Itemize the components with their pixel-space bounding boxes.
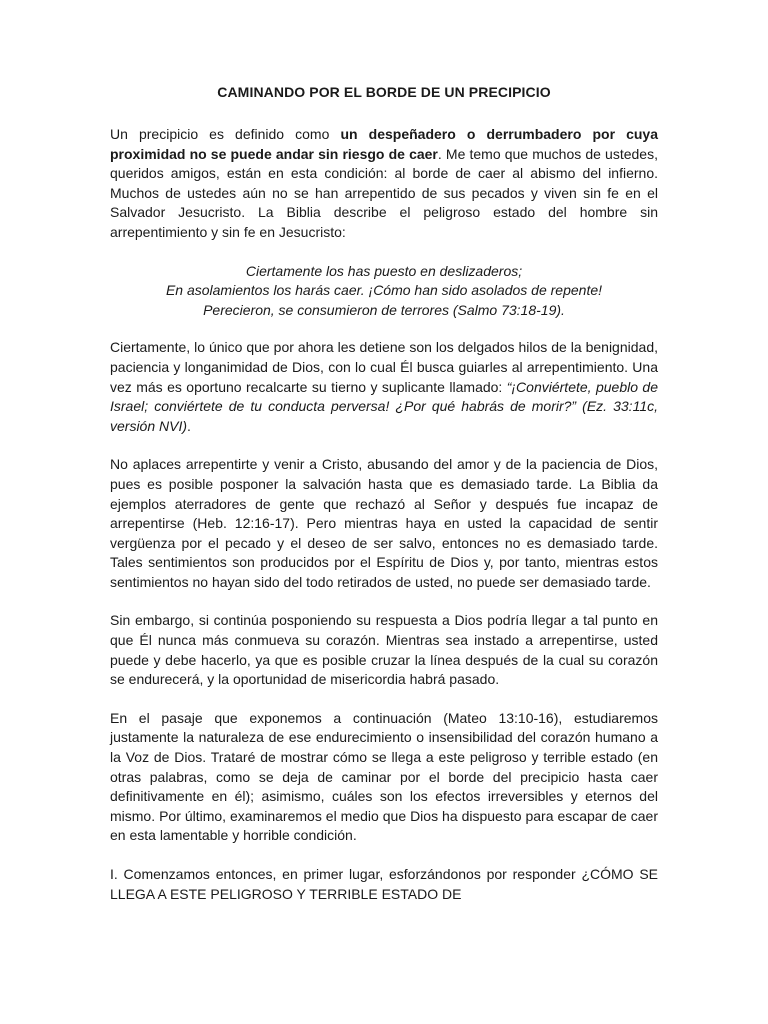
paragraph-2 [110,338,658,436]
document-title: CAMINANDO POR EL BORDE DE UN PRECIPICIO [217,84,551,100]
paragraph-1-bold-definition: un despeñadero o derrumbadero por cuya proximidad no se puede andar sin riesgo de caer [110,126,658,162]
paragraph-3: No aplaces arrepentirte y venir a Cristo, abusando del amor y de la paciencia de Dios, pues es posible posponer la salvación hasta que es demasiado tarde. La Biblia da ejemplos aterradores de gente que rechazó al Señor y después fue incapaz de arrepentirse (Heb. 12:16-17). Pero mientras haya en usted la capacidad de sentir vergüenza por el pecado y el deseo de ser salvo, entonces no es demasiado tarde. Tales sentimientos son producidos por el Espíritu de Dios y, por tanto, mientras estos sentimientos no hayan sido del todo retirados de usted, no puede ser demasiado tarde. [110,456,658,590]
quote-line-2: En asolamientos los harás caer. ¡Cómo han sido asolados de repente! [165,282,603,299]
paragraph-2-text-c: . [187,417,191,434]
paragraph-1 [110,125,658,243]
paragraph-2-italic-quote: “¡Conviértete, pueblo de Israel; conviértete de tu conducta perversa! ¿Por qué habrás de morir?” (Ez. 33:11c, versión NVI) [110,378,658,434]
paragraph-6: I. Comenzamos entonces, en primer lugar, esforzándonos por responder ¿CÓMO SE LLEGA A ESTE PELIGROSO Y TERRIBLE ESTADO DE [110,866,658,902]
quote-line-1: Ciertamente los has puesto en deslizaderos; [245,262,523,279]
paragraph-5: En el pasaje que exponemos a continuación (Mateo 13:10-16), estudiaremos justamente la naturaleza de ese endurecimiento o insensibilidad del corazón humano a la Voz de Dios. Trataré de mostrar cómo se llega a este peligroso y terrible estado (en otras palabras, como se deja de caminar por el borde del precipicio hasta caer definitivamente en él); asimismo, cuáles son los efectos irreversibles y eternos del mismo. Por último, examinaremos el medio que Dios ha dispuesto para escapar de caer en esta lamentable y horrible condición. [110,709,658,844]
paragraph-2-text-a: Ciertamente, lo único que por ahora les detiene son los delgados hilos de la benignidad, paciencia y longanimidad de Dios, con lo cual Él busca guiarles al arrepentimiento. Una vez más es oportuno recalcarte su tierno y suplicante llamado: [110,339,658,395]
paragraph-4: Sin embargo, si continúa posponiendo su respuesta a Dios podría llegar a tal punto en que Él nunca más conmueva su corazón. Mientras sea instado a arrepentirse, usted puede y debe hacerlo, ya que es posible cruzar la línea después de la cual su corazón se endurecerá, y la oportunidad de misericordia habrá pasado. [110,612,658,688]
document-page [110,84,658,923]
paragraph-1-text-c: . Me temo que muchos de ustedes, queridos amigos, están en esta condición: al borde de caer al abismo del infierno. Muchos de ustedes aún no se han arrepentido de sus pecados y viven sin fe en el Salvador Jesucristo. La Biblia describe el peligroso estado del hombre sin arrepentimiento y sin fe en Jesucristo: [110,145,658,240]
paragraph-1-text-a: Un precipicio es definido como [110,126,341,142]
scripture-quote [110,262,658,321]
quote-line-3: Perecieron, se consumieron de terrores (Salmo 73:18-19). [203,301,565,318]
